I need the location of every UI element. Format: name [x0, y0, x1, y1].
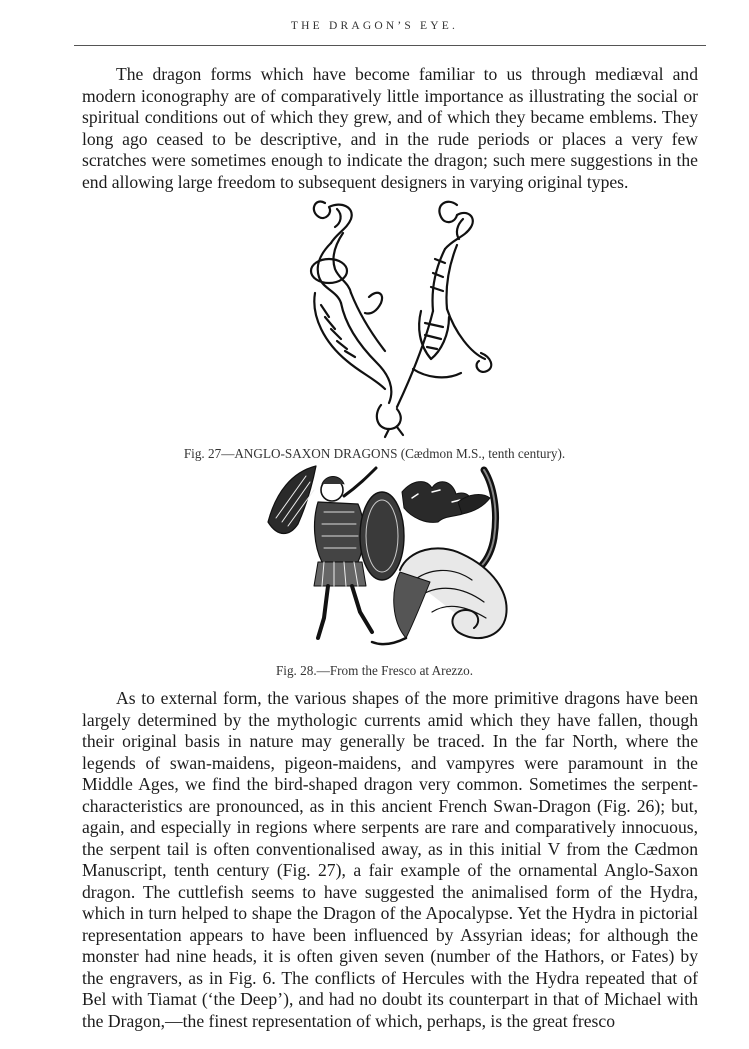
figure-fresco-arezzo	[262, 462, 520, 650]
running-head: THE DRAGON’S EYE.	[290, 20, 459, 32]
figure-anglo-saxon-dragons	[285, 193, 498, 439]
paragraph-intro-text: The dragon forms which have become familiar to us through mediæval and modern iconography are of comparatively little importance as illustrating the social or spiritual conditions out of which they grew, and of which they became emblems. They long ago ceased to be descriptive, and in the rude periods or places a very few scratches were sometimes enough to indicate the dragon; such mere suggestions in the end allowing large freedom to subsequent designers in varying original types.	[82, 64, 698, 192]
paragraph-intro	[82, 64, 698, 193]
header-rule	[74, 45, 706, 46]
figure-27-caption: Fig. 27—ANGLO-SAXON DRAGONS (Cædmon M.S., tenth century).	[183, 446, 566, 461]
fresco-arezzo-illustration	[262, 462, 520, 650]
figure-28-caption: Fig. 28.—From the Fresco at Arezzo.	[275, 663, 474, 678]
paragraph-external-form	[82, 688, 698, 1032]
paragraph-external-form-text: As to external form, the various shapes of the more primitive dragons have been largely determined by the mythologic currents amid which they have fallen, though their original basis in nature may generally be traced. In the far North, where the legends of swan-maidens, pigeon-maidens, and vampyres were paramount in the Middle Ages, we find the bird-shaped dragon very common. Sometimes the serpent-characteristics are pronounced, as in this ancient French Swan-Dragon (Fig. 26); but, again, and especially in regions where serpents are rare and comparatively innocuous, the serpent tail is often conventionalised away, as in this initial V from the Cædmon Manuscript, tenth century (Fig. 27), a fair example of the ornamental Anglo-Saxon dragon. The cuttlefish seems to have suggested the animalised form of the Hydra, which in turn helped to shape the Dragon of the Apocalypse. Yet the Hydra in pictorial representation appears to have been influenced by Assyrian ideas; for although the monster had nine heads, it is often given seven (number of the Hathors, or Fates) by the engravers, as in Fig. 6. The conflicts of Hercules with the Hydra repeated that of Bel with Tiamat (‘the Deep’), and had no doubt its counterpart in that of Michael with the Dragon,—the finest representation of which, perhaps, is the great fresco	[82, 688, 698, 1031]
anglo-saxon-dragons-illustration	[285, 193, 498, 439]
